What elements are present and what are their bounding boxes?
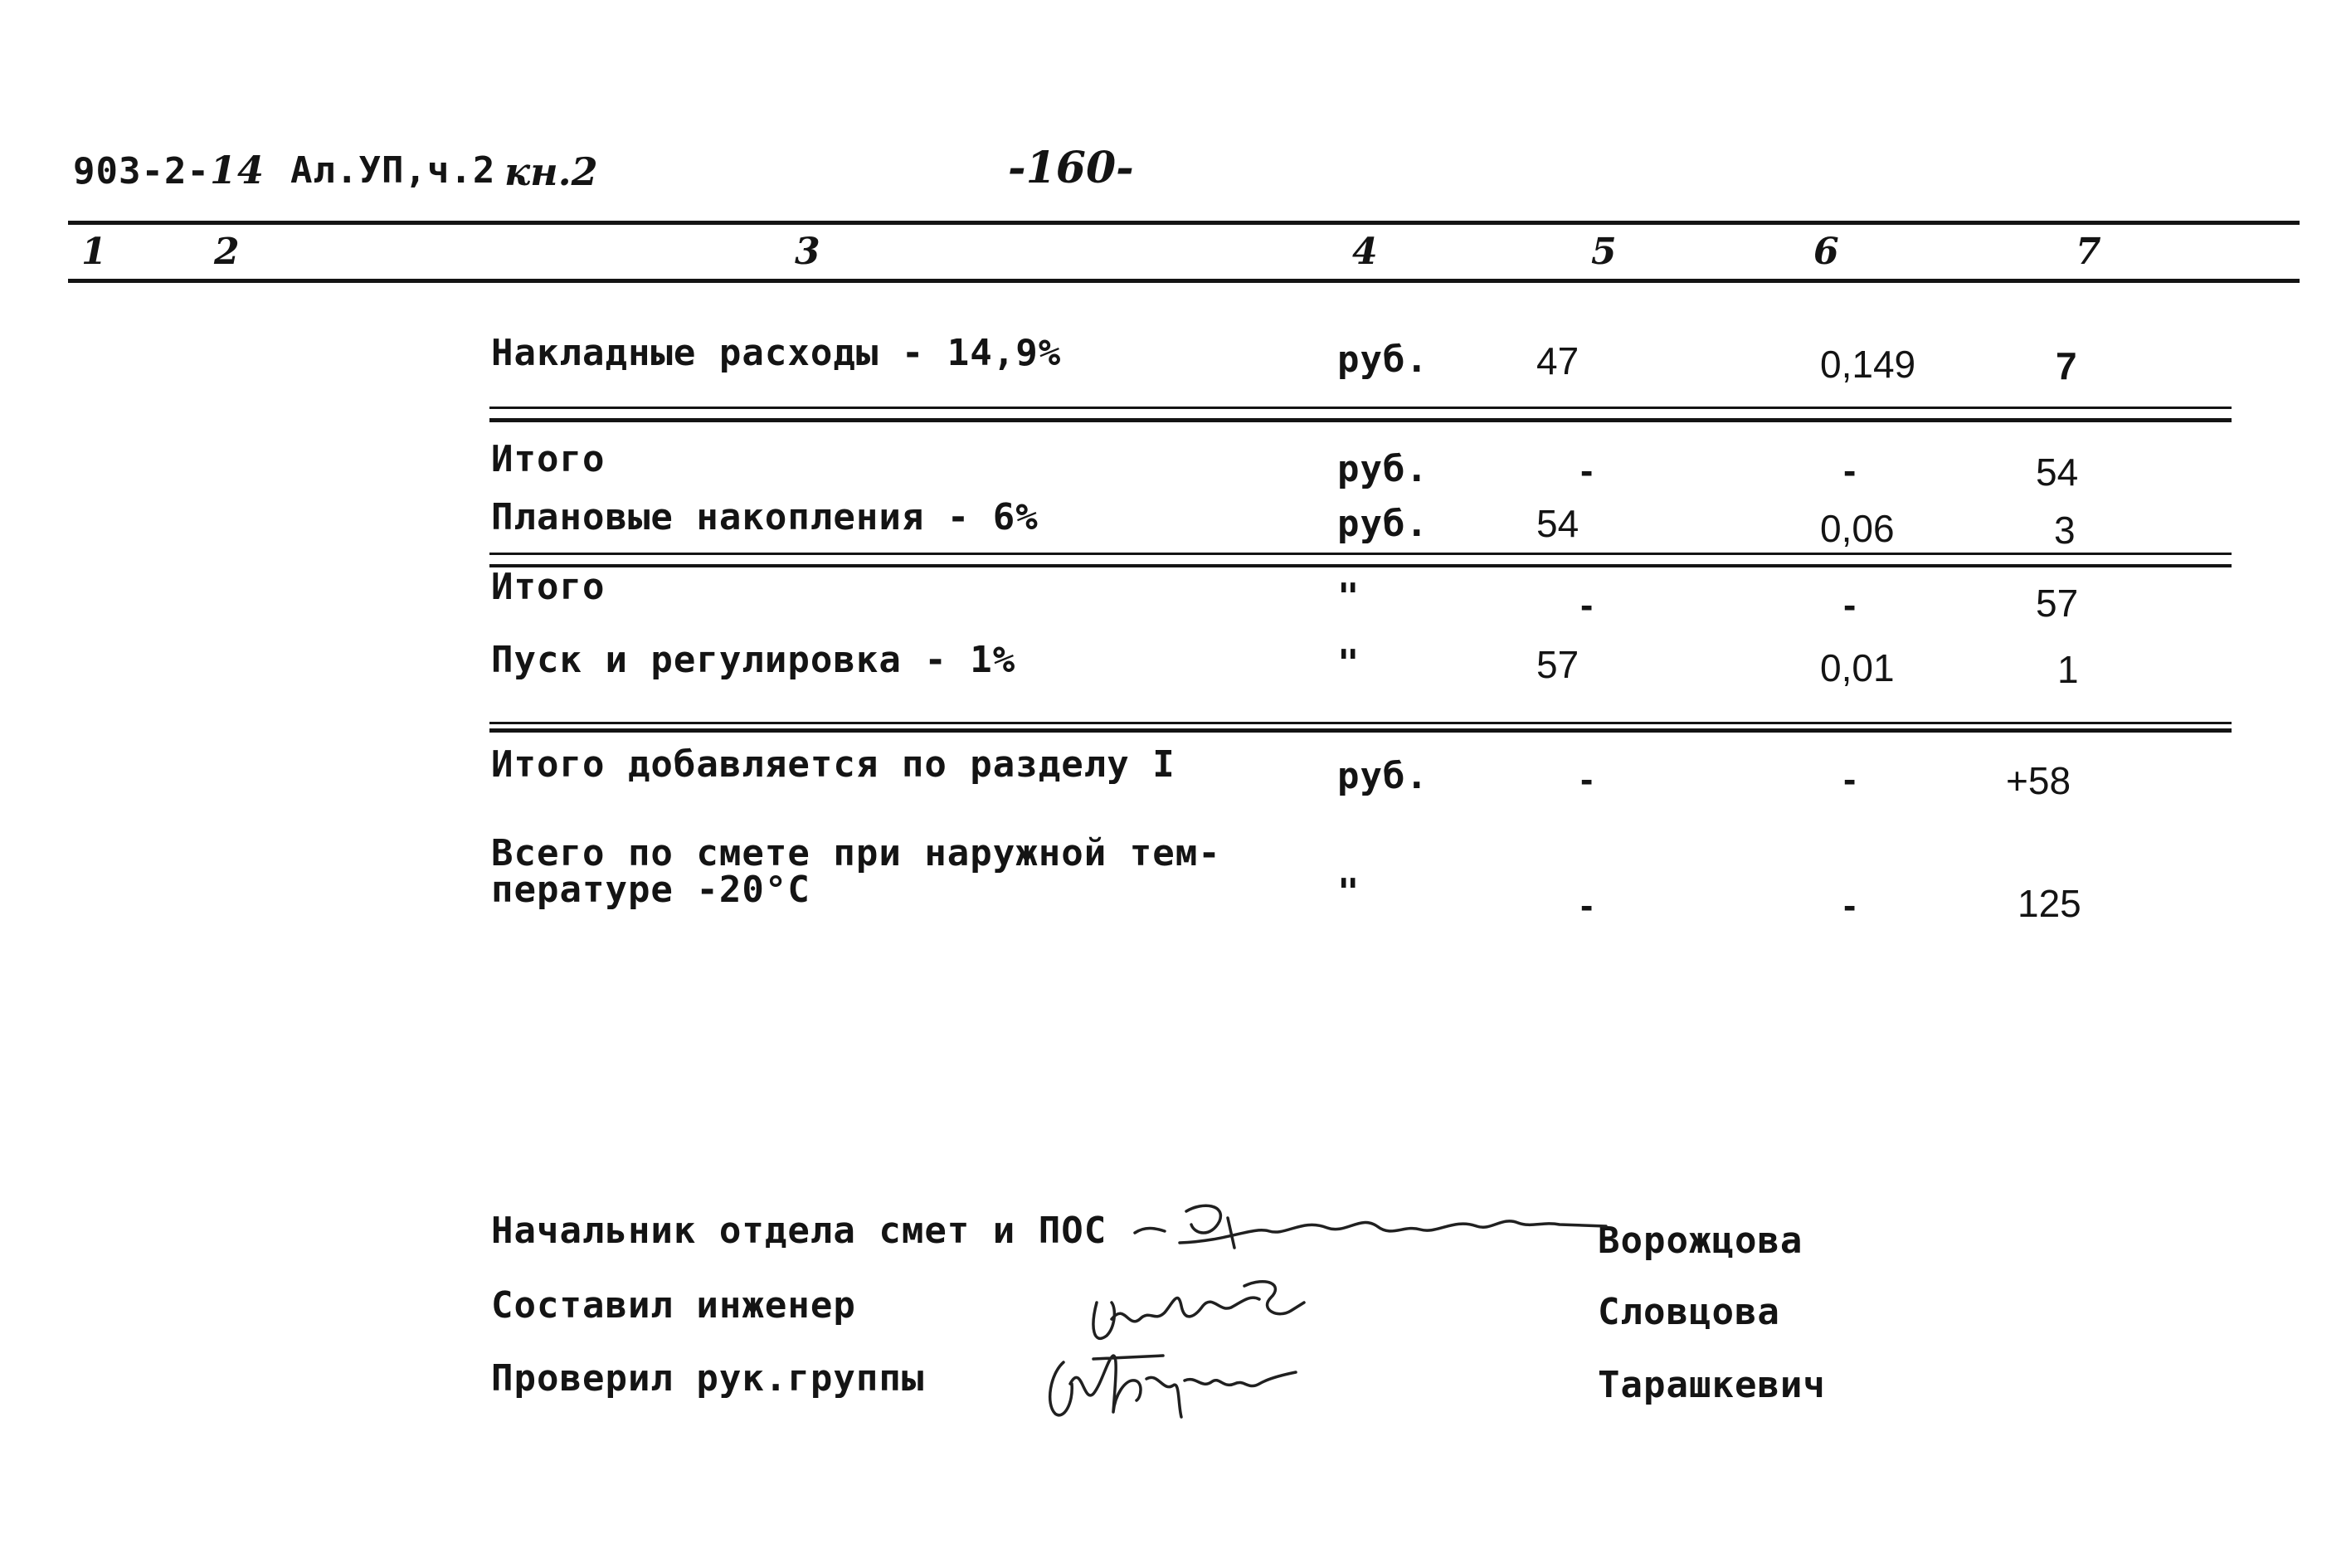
row-col6: -	[1843, 583, 1857, 626]
row-col5: -	[1580, 583, 1594, 626]
row-unit: руб.	[1337, 448, 1429, 490]
signature-role: Составил инженер	[491, 1284, 856, 1327]
row-col7: 1	[2057, 648, 2079, 691]
row-col5: 54	[1536, 502, 1580, 545]
doc-code-typed: 903-2-	[73, 150, 210, 192]
document-code	[73, 148, 265, 192]
row-rule-thin	[489, 407, 2232, 409]
column-number-7: 7	[2076, 231, 2101, 273]
signature-name: Тарашкевич	[1598, 1364, 1826, 1406]
signature-name: Словцова	[1598, 1291, 1780, 1333]
row-col7: 125	[2018, 882, 2081, 925]
column-number-2: 2	[214, 231, 240, 273]
book-reference: кн.2	[504, 149, 598, 194]
row-col7: 7	[2056, 344, 2077, 387]
column-number-1: 1	[81, 231, 107, 273]
row-unit: "	[1337, 576, 1360, 618]
row-name-line2: пературе -20°С	[491, 869, 810, 911]
signature-name: Ворожцова	[1598, 1220, 1803, 1262]
row-col5: 57	[1536, 643, 1580, 686]
header-top-rule	[68, 221, 2300, 225]
row-unit: руб.	[1337, 338, 1429, 381]
row-col5: -	[1580, 884, 1594, 927]
row-name: Итого добавляется по разделу I	[491, 743, 1176, 786]
row-col6: 0,06	[1820, 507, 1895, 550]
row-unit: руб.	[1337, 755, 1429, 797]
row-rule	[489, 564, 2232, 567]
row-rule	[489, 728, 2232, 733]
row-name: Пуск и регулировка - 1%	[491, 639, 1016, 681]
row-col6: -	[1843, 449, 1857, 492]
row-col5: -	[1580, 449, 1594, 492]
page-number: -160-	[1008, 143, 1134, 193]
row-unit: "	[1337, 871, 1360, 913]
row-rule-thin	[489, 722, 2232, 724]
row-name: Итого	[491, 566, 606, 608]
row-col6: -	[1843, 884, 1857, 927]
handwritten-signature	[1128, 1193, 1609, 1268]
row-col7: 3	[2054, 509, 2076, 552]
column-number-5: 5	[1591, 231, 1617, 273]
row-rule-thin	[489, 553, 2232, 555]
row-col6: 0,149	[1820, 343, 1916, 386]
header-bottom-rule	[68, 279, 2300, 283]
row-col6: 0,01	[1820, 646, 1895, 689]
row-col7: 54	[2036, 450, 2079, 494]
row-col7: +58	[2006, 759, 2071, 802]
row-unit: руб.	[1337, 503, 1429, 545]
row-col6: -	[1843, 757, 1857, 801]
column-number-4: 4	[1352, 231, 1378, 273]
row-col5: 47	[1536, 339, 1580, 382]
doc-code-handwritten: 14	[209, 148, 265, 192]
column-number-6: 6	[1813, 231, 1839, 273]
album-reference: Ал.УП,ч.2	[290, 149, 496, 192]
row-rule	[489, 418, 2232, 422]
handwritten-signature	[1039, 1337, 1312, 1429]
row-col7: 57	[2036, 582, 2079, 625]
column-number-3: 3	[795, 231, 820, 273]
row-name-line1: Всего по смете при наружной тем-	[491, 832, 1221, 874]
row-col5: -	[1580, 757, 1594, 801]
signature-role: Проверил рук.группы	[491, 1357, 925, 1400]
row-name: Накладные расходы - 14,9%	[491, 332, 1062, 374]
row-unit: "	[1337, 642, 1360, 684]
row-name: Плановые накопления - 6%	[491, 496, 1039, 538]
row-name: Итого	[491, 438, 606, 480]
signature-role: Начальник отдела смет и ПОС	[491, 1210, 1107, 1252]
